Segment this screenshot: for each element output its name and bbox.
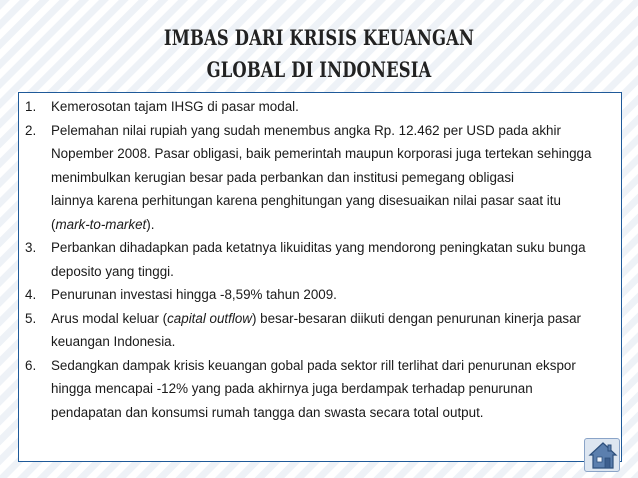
item-text: pendapatan dan konsumsi rumah tangga dan swasta secara total output. [51,404,484,420]
item-number: 3. [25,240,37,255]
text-prefix: Arus modal keluar ( [51,310,168,326]
text-prefix: ( [51,216,56,232]
item-text: deposito yang tinggi. [51,263,174,279]
item-text: hingga mencapai -12% yang pada akhirnya juga berdampak terhadap penurunan [51,381,533,396]
slide-title [70,22,568,86]
home-button[interactable] [584,438,620,472]
text-suffix: ) besar-besaran diikuti dengan penurunan kinerja pasar [251,310,581,326]
point-list [25,95,615,424]
item-text: Pelemahan nilai rupiah yang sudah menembus angka Rp. 12.462 per USD pada akhir [51,122,561,138]
title-line-1: IMBAS DARI KRISIS KEUANGAN [163,25,475,50]
emphasis-term: mark-to-market [55,216,147,232]
list-item [25,95,615,119]
item-number: 5. [25,310,37,326]
item-text: keuangan Indonesia. [51,334,176,349]
item-text: lainnya karena perhitungan karena penghitungan yang disesuaikan nilai pasar saat itu [51,193,561,208]
item-text: Penurunan investasi hingga -8,59% tahun 2009. [51,287,337,302]
item-number: 4. [25,287,37,302]
home-icon [588,441,618,470]
list-item [25,119,615,237]
item-text-first [51,307,615,331]
list-item [25,307,615,354]
item-number: 1. [25,99,37,114]
emphasis-term: capital outflow [167,310,252,326]
list-item [25,354,615,425]
item-text-last [51,213,615,237]
list-item [25,283,615,307]
item-number: 2. [25,122,37,138]
item-text: Nopember 2008. Pasar obligasi, baik pemerintah maupun korporasi juga tertekan sehingga [51,146,592,161]
item-text: Sedangkan dampak krisis keuangan gobal pada sektor rill terlihat dari penurunan ekspor [51,357,576,373]
item-text: menimbulkan kerugian besar pada perbankan dan institusi pemegang obligasi [51,169,515,185]
title-line-2: GLOBAL DI INDONESIA [206,57,432,82]
text-suffix: ). [146,216,155,232]
list-item [25,236,615,283]
item-text: Perbankan dihadapkan pada ketatnya likuiditas yang mendorong peningkatan suku bunga [51,240,586,255]
item-text: Kemerosotan tajam IHSG di pasar modal. [51,99,299,114]
item-number: 6. [25,357,37,373]
